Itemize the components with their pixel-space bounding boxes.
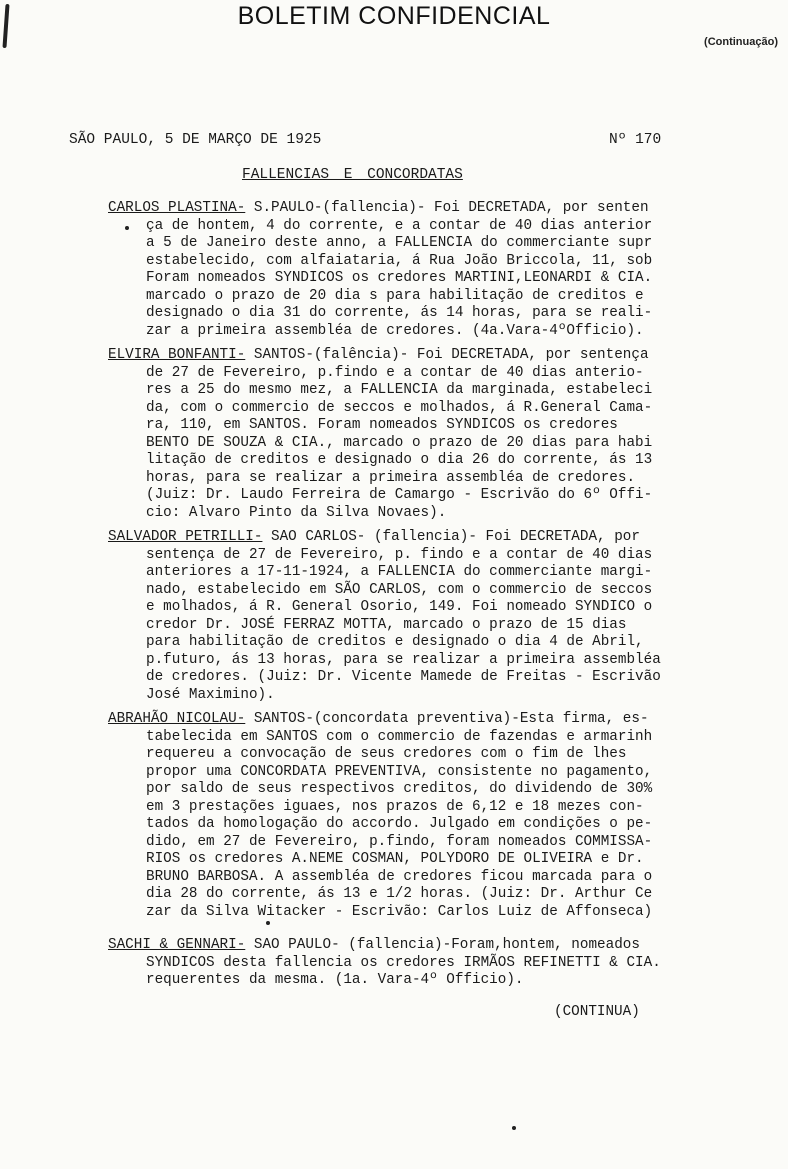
issue-number: Nº 170 [609, 132, 662, 148]
entry-line: SANTOS-(falência)- Foi DECRETADA, por sentença [245, 347, 649, 363]
entry-line: Foram nomeados SYNDICOS os credores MARTINI,LEONARDI & CIA. [146, 270, 653, 286]
ink-speck [512, 1126, 516, 1130]
entry-salvador-petrilli [108, 529, 720, 704]
entry-line: litação de creditos e designado o dia 26 do corrente, ás 13 [146, 452, 653, 468]
entry-line: (Juiz: Dr. Laudo Ferreira de Camargo - Escrivão do 6º Offi- [146, 487, 653, 503]
entry-line: RIOS os credores A.NEME COSMAN, POLYDORO DE OLIVEIRA e Dr. [146, 851, 644, 867]
entry-line: p.futuro, ás 13 horas, para se realizar a primeira assembléa [146, 651, 661, 668]
section-title: FALLENCIAS E CONCORDATAS [242, 167, 463, 183]
ink-speck [125, 226, 129, 230]
entry-line: de 27 de Fevereiro, p.findo e a contar de 40 dias anterio- [146, 364, 644, 381]
entry-first-line [108, 200, 720, 218]
continuation-label: (Continuação) [704, 36, 778, 48]
ink-speck [266, 921, 270, 925]
entry-first-line [108, 529, 720, 547]
entry-first-line [108, 711, 720, 729]
entry-elvira-bonfanti [108, 347, 720, 522]
entry-line: zar a primeira assembléa de credores. (4a.Vara-4ºOfficio). [146, 322, 644, 339]
dateline: SÃO PAULO, 5 DE MARÇO DE 1925 [69, 132, 322, 148]
entry-line: zar da Silva Witacker - Escrivão: Carlos Luiz de Affonseca) [146, 903, 653, 920]
entry-line: e molhados, á R. General Osorio, 149. Foi nomeado SYNDICO o [146, 599, 653, 615]
entry-line: SANTOS-(concordata preventiva)-Esta firma, es- [245, 711, 649, 727]
entry-line: da, com o commercio de seccos e molhados, á R.General Cama- [146, 399, 653, 416]
entry-line: estabelecido, com alfaiataria, á Rua João Briccola, 11, sob [146, 252, 653, 269]
continua-label: (CONTINUA) [554, 1004, 640, 1020]
entry-line: requerentes da mesma. (1a. Vara-4º Officio). [146, 972, 524, 988]
entry-name: ELVIRA BONFANTI- [108, 347, 246, 363]
entry-name: SALVADOR PETRILLI- [108, 529, 263, 545]
entry-line: anteriores a 17-11-1924, a FALLENCIA do commerciante margi- [146, 564, 653, 580]
entry-carlos-plastina [108, 200, 720, 340]
entry-line: res a 25 do mesmo mez, a FALLENCIA da marginada, estabeleci [146, 382, 653, 398]
entry-line: para habilitação de creditos e designado o dia 4 de Abril, [146, 634, 644, 650]
entry-line: SAO PAULO- (fallencia)-Foram,hontem, nomeados [245, 937, 640, 953]
entry-line: designado o dia 31 do corrente, ás 14 horas, para se reali- [146, 305, 653, 321]
entry-line: tabelecida em SANTOS com o commercio de fazendas e armarinh [146, 728, 653, 745]
entry-line: horas, para se realizar a primeira assembléa de credores. [146, 469, 636, 486]
entry-line: dido, em 27 de Fevereiro, p.findo, foram nomeados COMMISSA- [146, 833, 653, 850]
entry-line: requereu a convocação de seus credores com o fim de lhes [146, 746, 627, 762]
entry-line: sentença de 27 de Fevereiro, p. findo e a contar de 40 dias [146, 546, 653, 563]
entry-line: de credores. (Juiz: Dr. Vicente Mamede de Freitas - Escrivão [146, 669, 661, 685]
entry-line: por saldo de seus respectivos creditos, do dividendo de 30% [146, 781, 653, 797]
entry-first-line [108, 347, 720, 365]
entry-line: a 5 de Janeiro deste anno, a FALLENCIA do commerciante supr [146, 235, 653, 251]
entry-line: marcado o prazo de 20 dia s para habilitação de creditos e [146, 287, 644, 304]
entry-line: ça de hontem, 4 do corrente, e a contar de 40 dias anterior [146, 217, 653, 234]
entry-name: CARLOS PLASTINA- [108, 200, 246, 216]
entry-name: ABRAHÃO NICOLAU- [108, 711, 246, 727]
entry-name: SACHI & GENNARI- [108, 937, 246, 953]
entry-line: José Maximino). [146, 686, 275, 703]
entry-sachi-gennari [108, 937, 720, 990]
entry-first-line [108, 937, 720, 955]
entry-line: credor Dr. JOSÉ FERRAZ MOTTA, marcado o prazo de 15 dias [146, 616, 627, 633]
entry-line: SAO CARLOS- (fallencia)- Foi DECRETADA, por [262, 529, 640, 545]
entry-line: BENTO DE SOUZA & CIA., marcado o prazo de 20 dias para habi [146, 434, 653, 451]
entry-line: propor uma CONCORDATA PREVENTIVA, consistente no pagamento, [146, 763, 653, 780]
bulletin-title: BOLETIM CONFIDENCIAL [237, 2, 551, 30]
entry-line: cio: Alvaro Pinto da Silva Novaes). [146, 504, 447, 521]
entry-line: nado, estabelecido em SÃO CARLOS, com o commercio de seccos [146, 581, 653, 598]
entry-line: em 3 prestações iguaes, nos prazos de 6,12 e 18 mezes con- [146, 798, 644, 815]
entry-line: tados da homologação do accordo. Julgado em condições o pe- [146, 816, 653, 832]
entry-line: dia 28 do corrente, ás 13 e 1/2 horas. (Juiz: Dr. Arthur Ce [146, 886, 653, 902]
entry-abrahao-nicolau [108, 711, 720, 921]
entry-line: SYNDICOS desta fallencia os credores IRMÃOS REFINETTI & CIA. [146, 954, 661, 971]
entry-line: S.PAULO-(fallencia)- Foi DECRETADA, por senten [245, 200, 649, 216]
entry-line: ra, 110, em SANTOS. Foram nomeados SYNDICOS os credores [146, 417, 618, 433]
entry-line: BRUNO BARBOSA. A assembléa de credores ficou marcada para o [146, 868, 653, 885]
